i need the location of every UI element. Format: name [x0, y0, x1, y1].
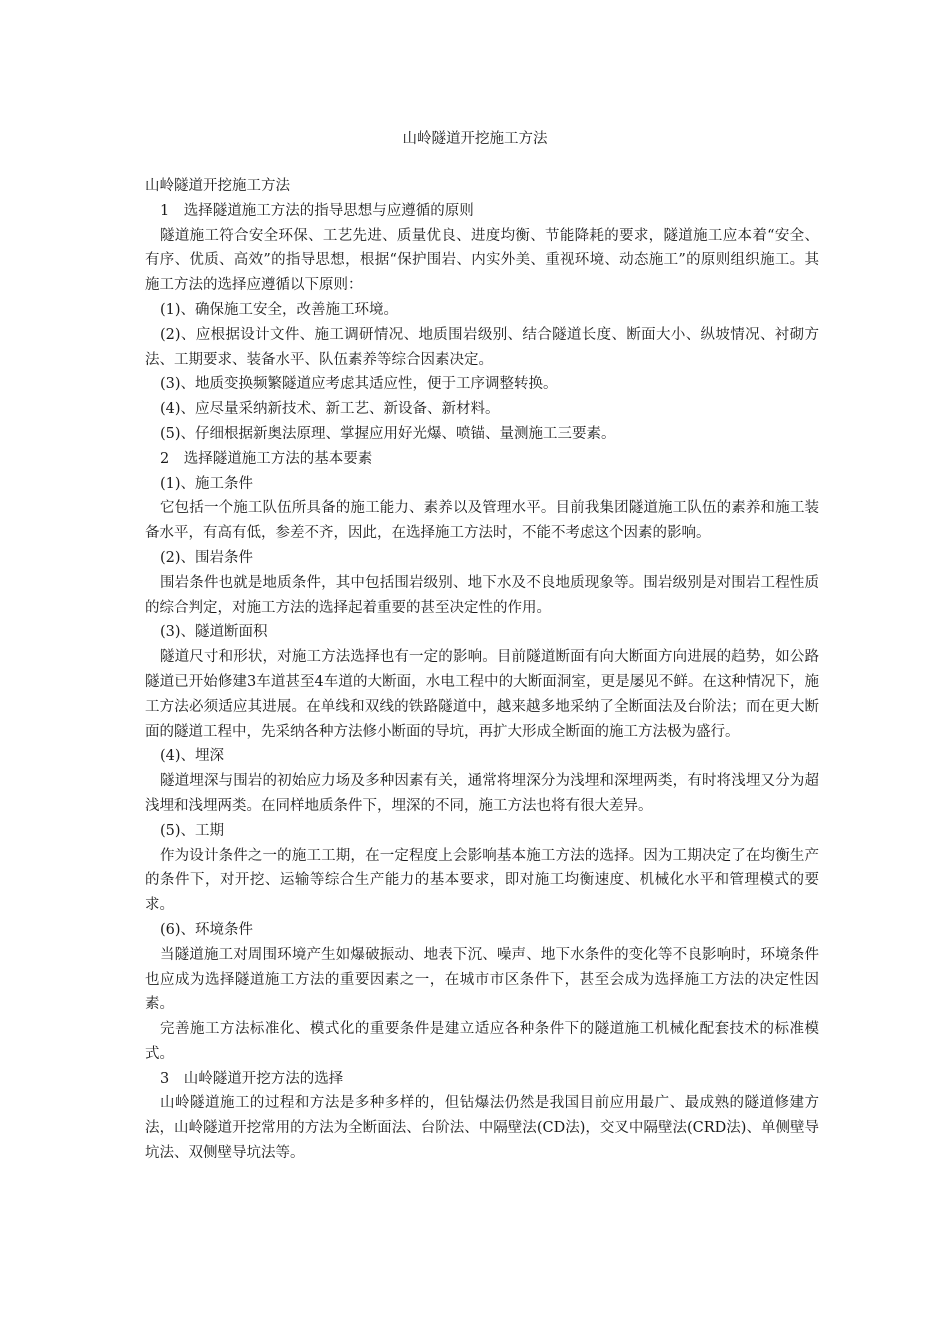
paragraph: (2)、应根据设计文件、施工调研情况、地质围岩级别、结合隧道长度、断面大小、纵坡情况、衬砌方法、工期要求、装备水平、队伍素养等综合因素决定。 — [145, 326, 819, 368]
subheading: (2)、围岩条件 — [160, 549, 254, 566]
section-heading-3: 3 山岭隧道开挖方法的选择 — [160, 1070, 344, 1087]
section-heading-2: 2 选择隧道施工方法的基本要素 — [160, 450, 373, 467]
section-heading-1: 1 选择隧道施工方法的指导思想与应遵循的原则 — [160, 202, 474, 219]
paragraph: (5)、仔细根据新奥法原理、掌握应用好光爆、喷锚、量测施工三要素。 — [160, 425, 616, 442]
document-title: 山岭隧道开挖施工方法 — [402, 131, 548, 147]
subheading: (6)、环境条件 — [160, 921, 254, 938]
paragraph: 隧道埋深与围岩的初始应力场及多种因素有关，通常将埋深分为浅埋和深埋两类，有时将浅埋又分为超浅埋和浅埋两类。在同样地质条件下，埋深的不同，施工方法也将有很大差异。 — [145, 773, 819, 814]
paragraph: (4)、应尽量采纳新技术、新工艺、新设备、新材料。 — [160, 401, 500, 418]
subheading: (1)、施工条件 — [160, 475, 254, 492]
paragraph: 隧道施工符合安全环保、工艺先进、质量优良、进度均衡、节能降耗的要求，隧道施工应本着“安全、有序、优质、高效”的指导思想，根据“保护围岩、内实外美、重视环境、动态施工”的原则组织施工。其施工方法的选择应遵循以下原则： — [145, 227, 819, 294]
paragraph: 山岭隧道施工的过程和方法是多种多样的，但钻爆法仍然是我国目前应用最广、最成熟的隧道修建方法，山岭隧道开挖常用的方法为全断面法、台阶法、中隔壁法(CD法)，交叉中隔壁法(CRD法)、单侧壁导坑法、双侧壁导坑法等。 — [145, 1095, 819, 1162]
document-body — [145, 174, 819, 1166]
paragraph: 完善施工方法标准化、模式化的重要条件是建立适应各种条件下的隧道施工机械化配套技术的标准模式。 — [145, 1021, 819, 1062]
paragraph: 围岩条件也就是地质条件，其中包括围岩级别、地下水及不良地质现象等。围岩级别是对围岩工程性质的综合判定，对施工方法的选择起着重要的甚至决定性的作用。 — [145, 574, 819, 616]
paragraph: 作为设计条件之一的施工工期，在一定程度上会影响基本施工方法的选择。因为工期决定了在均衡生产的条件下，对开挖、运输等综合生产能力的基本要求，即对施工均衡速度、机械化水平和管理模式的要求。 — [145, 847, 819, 914]
paragraph-plain: 山岭隧道开挖施工方法 — [145, 178, 290, 194]
subheading: (3)、隧道断面积 — [160, 624, 268, 641]
paragraph: (1)、确保施工安全，改善施工环境。 — [160, 301, 399, 318]
paragraph: 当隧道施工对周围环境产生如爆破振动、地表下沉、噪声、地下水条件的变化等不良影响时，环境条件也应成为选择隧道施工方法的重要因素之一，在城市市区条件下，甚至会成为选择施工方法的决定性因素。 — [145, 946, 819, 1013]
paragraph: (3)、地质变换频繁隧道应考虑其适应性，便于工序调整转换。 — [160, 376, 558, 393]
subheading: (5)、工期 — [160, 822, 225, 839]
paragraph: 它包括一个施工队伍所具备的施工能力、素养以及管理水平。目前我集团隧道施工队伍的素养和施工装备水平，有高有低，参差不齐，因此，在选择施工方法时，不能不考虑这个因素的影响。 — [145, 500, 819, 542]
subheading: (4)、埋深 — [160, 748, 225, 765]
paragraph: 隧道尺寸和形状，对施工方法选择也有一定的影响。目前隧道断面有向大断面方向进展的趋势，如公路隧道已开始修建3车道甚至4车道的大断面，水电工程中的大断面洞室，更是屡见不鲜。在这种情况下，施工方法必须适应其进展。在单线和双线的铁路隧道中，越来越多地采纳了全断面法及台阶法；而在更大断面的隧道工程中，先采纳各种方法修小断面的导坑，再扩大形成全断面的施工方法极为盛行。 — [145, 649, 819, 740]
